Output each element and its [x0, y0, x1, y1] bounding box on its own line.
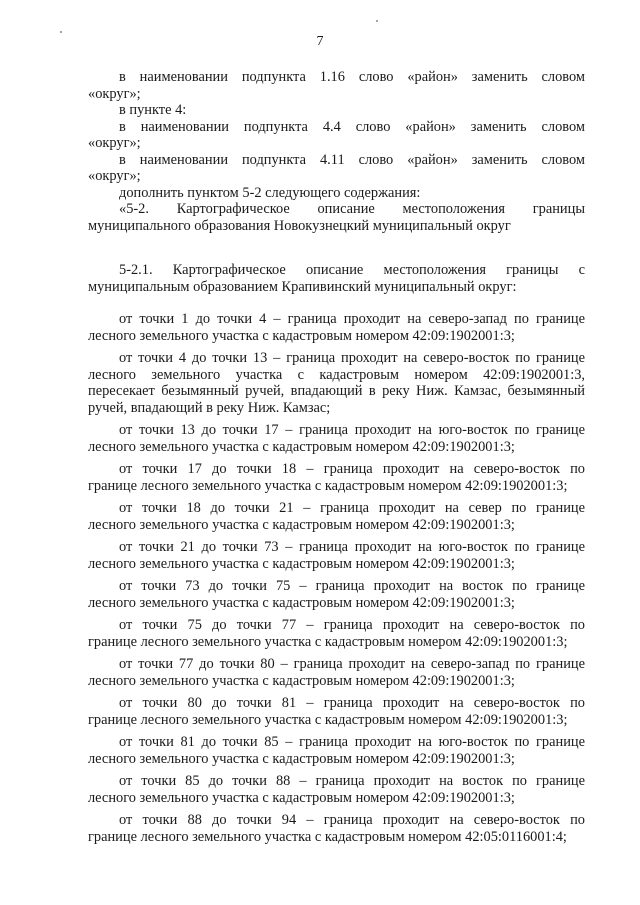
boundary-segment: от точки 4 до точки 13 – граница проходит на северо-восток по границе [119, 350, 585, 366]
paragraph: в наименовании подпункта 1.16 слово «район» заменить словом [119, 69, 585, 85]
section-heading: «5-2. Картографическое описание местоположения границы [119, 201, 585, 217]
boundary-segment: от точки 21 до точки 73 – граница проходит на юго-восток по границе [119, 539, 585, 555]
scan-speck [376, 20, 378, 22]
boundary-segment: от точки 85 до точки 88 – граница проходит на восток по границе [119, 773, 585, 789]
boundary-segment: от точки 13 до точки 17 – граница проходит на юго-восток по границе [119, 422, 585, 438]
boundary-segment-continuation: лесного земельного участка с кадастровым номером 42:09:1902001:3; [88, 789, 515, 806]
boundary-segment-continuation: лесного земельного участка с кадастровым номером 42:09:1902001:3; [88, 750, 515, 767]
boundary-segment-continuation: границе лесного земельного участка с кадастровым номером 42:09:1902001:3; [88, 477, 568, 494]
paragraph-continuation: «округ»; [88, 135, 141, 151]
subsection-heading: 5-2.1. Картографическое описание местоположения границы с [119, 262, 585, 278]
paragraph: в пункте 4: [119, 102, 187, 118]
boundary-segment-continuation: лесного земельного участка с кадастровым номером 42:09:1902001:3; [88, 594, 515, 611]
boundary-segment: от точки 17 до точки 18 – граница проходит на северо-восток по [119, 461, 585, 477]
paragraph: в наименовании подпункта 4.11 слово «район» заменить словом [119, 151, 585, 168]
paragraph-continuation: «округ»; [88, 85, 141, 102]
text-block-amendments [88, 69, 585, 234]
text-block-boundary-points [88, 311, 585, 845]
boundary-segment: от точки 18 до точки 21 – граница проходит на север по границе [119, 500, 585, 516]
boundary-segment: от точки 88 до точки 94 – граница проходит на северо-восток по [119, 812, 585, 828]
boundary-segment-continuation: границе лесного земельного участка с кадастровым номером 42:05:0116001:4; [88, 828, 567, 845]
boundary-segment-continuation: границе лесного земельного участка с кадастровым номером 42:09:1902001:3; [88, 633, 568, 650]
scan-speck [60, 31, 62, 33]
boundary-segment: от точки 73 до точки 75 – граница проходит на восток по границе [119, 578, 585, 594]
boundary-segment: от точки 77 до точки 80 – граница проходит на северо-запад по границе [119, 656, 585, 672]
paragraph-continuation: «округ»; [88, 168, 141, 184]
boundary-segment-continuation: лесного земельного участка с кадастровым номером 42:09:1902001:3; [88, 672, 515, 689]
boundary-segment-continuation: лесного земельного участка с кадастровым номером 42:09:1902001:3; [88, 327, 515, 344]
paragraph: дополнить пунктом 5-2 следующего содержания: [119, 184, 421, 201]
page-number: 7 [316, 34, 324, 49]
paragraph: в наименовании подпункта 4.4 слово «район» заменить словом [119, 118, 585, 135]
boundary-segment-continuation: лесного земельного участка с кадастровым номером 42:09:1902001:3; [88, 438, 515, 455]
boundary-segment-continuation: лесного земельного участка с кадастровым номером 42:09:1902001:3, [88, 366, 585, 383]
boundary-segment: от точки 80 до точки 81 – граница проходит на северо-восток по [119, 695, 585, 711]
boundary-segment-continuation: границе лесного земельного участка с кадастровым номером 42:09:1902001:3; [88, 711, 568, 728]
boundary-segment: от точки 81 до точки 85 – граница проходит на юго-восток по границе [119, 734, 585, 750]
text-block-subsection [88, 262, 585, 295]
boundary-segment-continuation: пересекает безымянный ручей, впадающий в реку Ниж. Камзас, безымянный [88, 383, 585, 399]
boundary-segment-continuation: лесного земельного участка с кадастровым номером 42:09:1902001:3; [88, 555, 515, 572]
boundary-segment-continuation: ручей, впадающий в реку Ниж. Камзас; [88, 399, 331, 416]
boundary-segment-continuation: лесного земельного участка с кадастровым номером 42:09:1902001:3; [88, 516, 515, 533]
boundary-segment: от точки 1 до точки 4 – граница проходит на северо-запад по границе [119, 311, 585, 327]
section-heading-continuation: муниципального образования Новокузнецкий муниципальный округ [88, 217, 511, 234]
boundary-segment: от точки 75 до точки 77 – граница проходит на северо-восток по [119, 617, 585, 633]
subsection-heading-continuation: муниципальным образованием Крапивинский муниципальный округ: [88, 278, 517, 295]
